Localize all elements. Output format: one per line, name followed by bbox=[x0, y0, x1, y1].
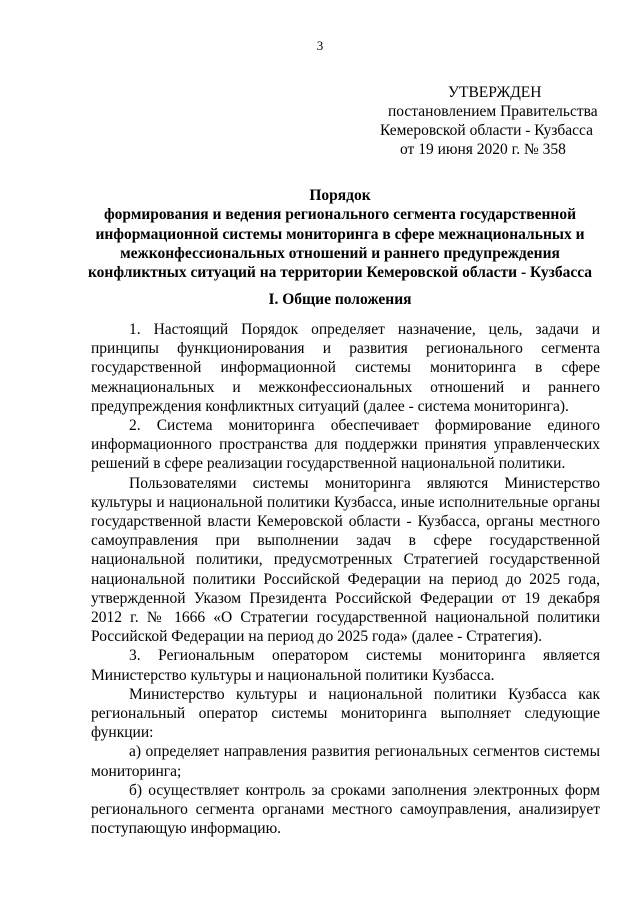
title-line: конфликтных ситуаций на территории Кемеровской области - Кузбасса bbox=[87, 264, 593, 282]
paragraph: Пользователями системы мониторинга являются Министерство культуры и национальной политики Кузбасса, иные исполнительные органы государственной власти Кемеровской области - Кузбасса, органы местного самоуправления при выполнении задач в сфере государственной национальной политики, предусмотренных Стратегией государственной национальной политики Российской Федерации на период до 2025 года, утвержденной Указом Президента Российской Федерации от 19 декабря 2012 г. № 1666 «О Стратегии государственной национальной политики Российской Федерации на период до 2025 года» (далее - Стратегия). bbox=[91, 474, 600, 646]
section-heading: I. Общие положения bbox=[268, 291, 412, 308]
paragraph: 1. Настоящий Порядок определяет назначение, цель, задачи и принципы функционирования и развития регионального сегмента государственной информационной системы мониторинга в сфере межнациональных и межконфессиональных отношений и раннего предупреждения конфликтных ситуаций (далее - система мониторинга). bbox=[91, 321, 600, 415]
paragraph: б) осуществляет контроль за сроками заполнения электронных форм регионального сегмента органами местного самоуправления, анализирует поступающую информацию. bbox=[91, 781, 600, 838]
title-line: Порядок bbox=[309, 187, 371, 204]
page-number: 3 bbox=[316, 38, 324, 53]
approval-line: Кемеровской области - Кузбасса bbox=[380, 122, 593, 139]
approval-heading: УТВЕРЖДЕН bbox=[448, 84, 542, 101]
approval-date: от 19 июня 2020 г. № 358 bbox=[400, 141, 566, 158]
approval-line: постановлением Правительства bbox=[388, 103, 598, 120]
paragraph: Министерство культуры и национальной политики Кузбасса как региональный оператор системы мониторинга выполняет следующие функции: bbox=[91, 685, 600, 742]
approval-stamp bbox=[360, 83, 600, 159]
paragraph: 3. Региональным оператором системы мониторинга является Министерство культуры и национальной политики Кузбасса. bbox=[91, 647, 600, 684]
document-body bbox=[91, 320, 600, 838]
document-title bbox=[80, 186, 600, 282]
title-line: информационной системы мониторинга в сфере межнациональных и bbox=[95, 225, 585, 243]
paragraph: 2. Система мониторинга обеспечивает формирование единого информационного пространства для поддержки принятия управленческих решений в сфере реализации государственной национальной политики. bbox=[91, 417, 600, 473]
title-line: межконфессиональных отношений и раннего предупреждения bbox=[120, 244, 560, 262]
paragraph: а) определяет направления развития региональных сегментов системы мониторинга; bbox=[91, 743, 600, 780]
title-line: формирования и ведения регионального сегмента государственной bbox=[103, 206, 577, 224]
